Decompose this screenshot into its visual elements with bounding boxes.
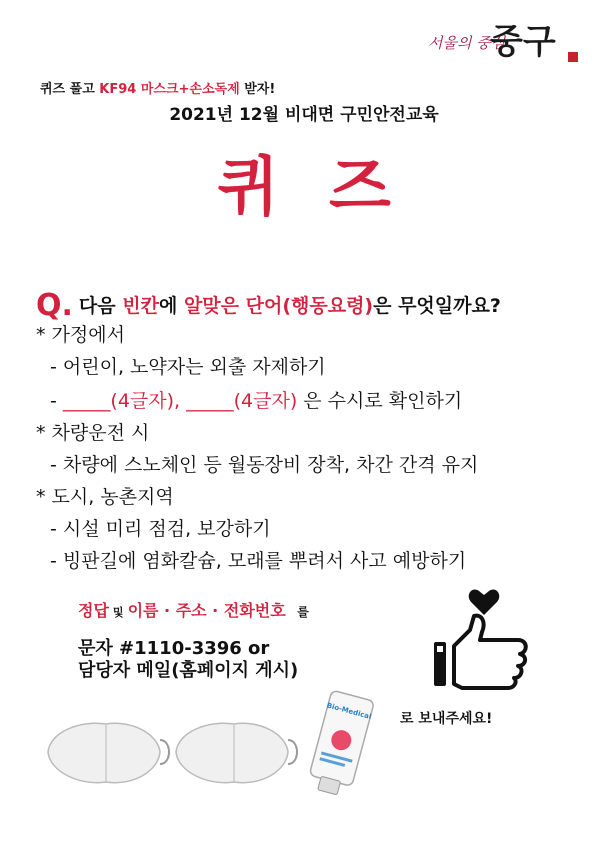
send-email: 담당자 메일(홈페이지 게시) (78, 660, 299, 681)
logo-script-text: 서울의 중심 (428, 34, 506, 52)
list-item: * 도시, 농촌지역 (36, 486, 174, 508)
blank-fill: _____(4글자), _____(4글자) (62, 390, 298, 412)
kf94-mask-image (40, 712, 170, 792)
answer-and: 및 (112, 606, 124, 619)
question-highlight-1: 빈칸 (122, 295, 159, 317)
page-title: 퀴즈 (217, 151, 441, 225)
blank-dash: - (50, 390, 63, 412)
promo-suffix: 받자! (239, 82, 276, 97)
tail-text: 로 보내주세요! (400, 711, 493, 727)
blank-rest: 은 수시로 확인하기 (297, 390, 463, 412)
promo-highlight: KF94 마스크+손소독제 (99, 82, 240, 97)
list-item: * 가정에서 (36, 324, 125, 346)
question-highlight-2: 알맞은 단어(행동요령) (183, 295, 374, 317)
question-text-2: 에 (158, 295, 184, 317)
seoul-junggu-logo (428, 14, 578, 66)
answer-instruction (78, 598, 309, 621)
question-text-3: 은 무엇일까요? (373, 295, 501, 317)
tube-label: Bio-Medical (325, 701, 373, 721)
list-item: - 차량에 스노체인 등 월동장비 장착, 차간 간격 유지 (50, 454, 479, 476)
promo-line (40, 78, 275, 97)
answer-label: 정답 (78, 601, 109, 620)
list-item: * 차량운전 시 (36, 422, 150, 444)
question (36, 288, 501, 323)
thumbs-up-icon (432, 612, 532, 692)
list-item: - 시설 미리 점검, 보강하기 (50, 518, 271, 540)
blank-line (50, 386, 462, 413)
list-item: - 빙판길에 염화칼슘, 모래를 뿌려서 사고 예방하기 (50, 550, 467, 572)
send-info (78, 638, 298, 682)
question-text-1: 다음 (78, 295, 123, 317)
subtitle: 2021년 12월 비대면 구민안전교육 (169, 105, 439, 125)
question-mark: Q. (36, 288, 73, 323)
logo-seal-icon (568, 52, 578, 62)
list-item: - 어린이, 노약자는 외출 자제하기 (50, 356, 326, 378)
promo-prefix: 퀴즈 풀고 (40, 82, 100, 97)
answer-suffix: 를 (297, 605, 309, 619)
logo-big-text: 중구 (490, 22, 556, 62)
hand-sanitizer-image (300, 690, 380, 800)
kf94-mask-image (168, 712, 298, 792)
send-sms: 문자 #1110-3396 or (78, 638, 270, 659)
answer-fields: 이름 · 주소 · 전화번호 (127, 601, 286, 620)
